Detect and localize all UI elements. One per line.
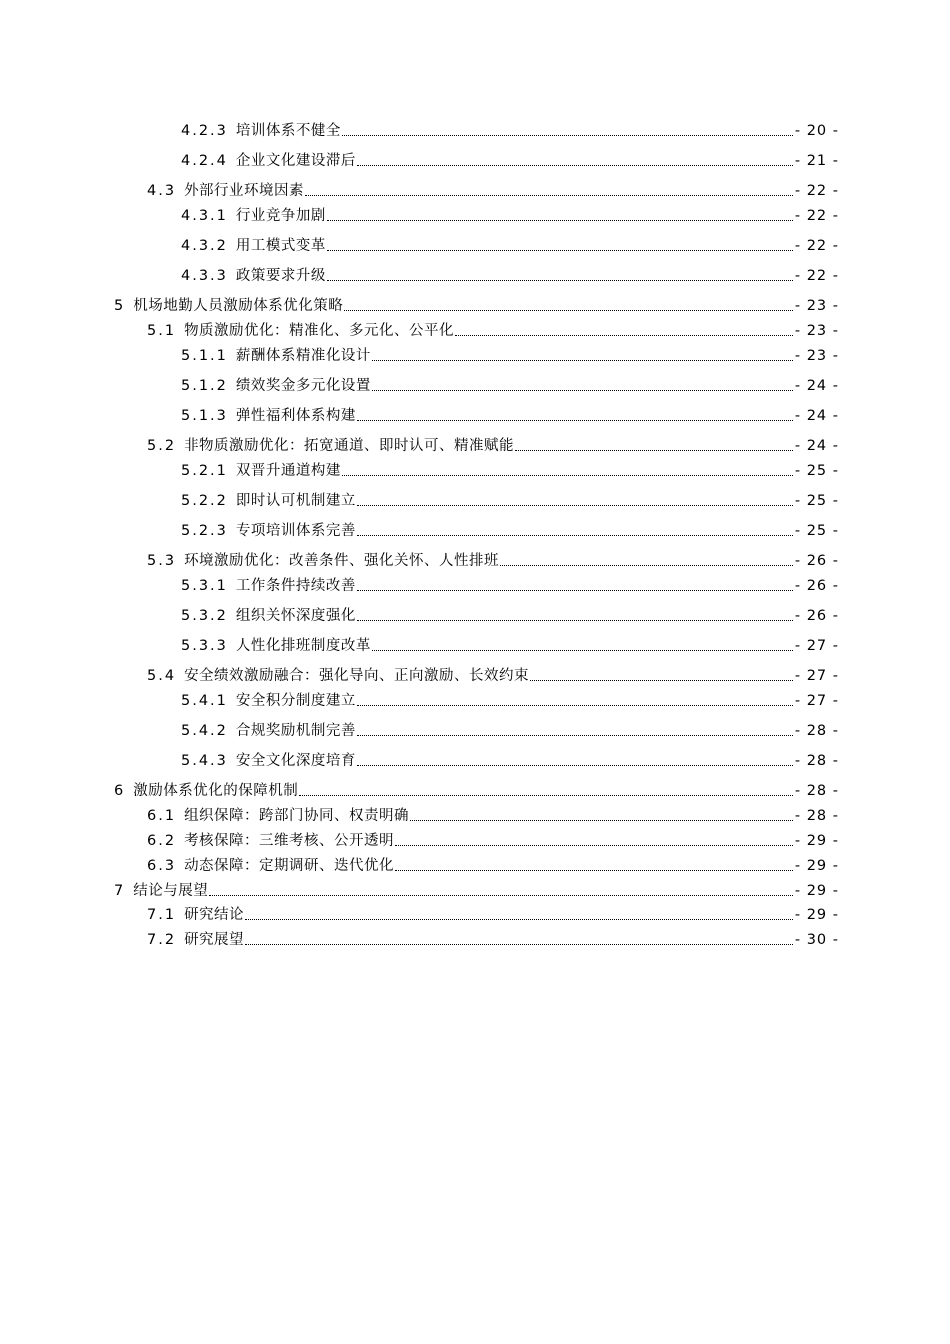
- toc-entry-number: 5.2.1: [181, 463, 228, 479]
- dot-leader: [327, 235, 793, 251]
- toc-entry[interactable]: [181, 265, 839, 287]
- toc-entry-number: 5.4.2: [181, 723, 228, 739]
- toc-entry[interactable]: [147, 904, 839, 926]
- toc-entry-page: - 27 -: [794, 638, 839, 654]
- toc-entry-title: 组织关怀深度强化: [235, 608, 356, 624]
- dot-leader: [357, 720, 793, 736]
- toc-entry[interactable]: [181, 635, 839, 657]
- toc-entry-page: - 25 -: [794, 463, 839, 479]
- toc-entry-page: - 23 -: [794, 298, 839, 314]
- dot-leader: [395, 830, 793, 846]
- dot-leader: [245, 904, 793, 920]
- toc-entry[interactable]: [147, 665, 839, 687]
- toc-entry-page: - 29 -: [794, 858, 839, 874]
- toc-entry[interactable]: [147, 855, 839, 877]
- toc-entry-title: 非物质激励优化：拓宽通道、即时认可、精准赋能: [184, 438, 515, 454]
- toc-entry-title: 企业文化建设滞后: [235, 153, 356, 169]
- dot-leader: [327, 265, 793, 281]
- toc-entry-number: 6.2: [147, 833, 177, 849]
- toc-entry-title: 安全绩效激励融合：强化导向、正向激励、长效约束: [184, 668, 530, 684]
- toc-entry-title: 政策要求升级: [235, 268, 326, 284]
- dot-leader: [299, 780, 793, 796]
- dot-leader: [357, 605, 793, 621]
- toc-entry-title: 用工模式变革: [235, 238, 326, 254]
- dot-leader: [455, 320, 793, 336]
- toc-entry-number: 5.2.2: [181, 493, 228, 509]
- toc-entry-title: 工作条件持续改善: [235, 578, 356, 594]
- toc-entry-title: 机场地勤人员激励体系优化策略: [133, 298, 344, 314]
- toc-entry[interactable]: [181, 460, 839, 482]
- toc-entry-page: - 20 -: [794, 123, 839, 139]
- toc-entry-title: 物质激励优化：精准化、多元化、公平化: [184, 323, 455, 339]
- toc-entry-number: 5: [114, 298, 126, 314]
- toc-entry-number: 4.3.3: [181, 268, 228, 284]
- dot-leader: [357, 575, 793, 591]
- toc-entry-page: - 30 -: [794, 932, 839, 948]
- toc-entry-page: - 29 -: [794, 883, 839, 899]
- toc-entry[interactable]: [181, 120, 839, 142]
- toc-entry[interactable]: [181, 750, 839, 772]
- toc-entry-title: 考核保障：三维考核、公开透明: [184, 833, 395, 849]
- toc-entry-title: 激励体系优化的保障机制: [133, 783, 299, 799]
- toc-entry-number: 5.1.1: [181, 348, 228, 364]
- toc-entry-number: 5.1.2: [181, 378, 228, 394]
- toc-entry[interactable]: [181, 520, 839, 542]
- toc-entry-page: - 28 -: [794, 808, 839, 824]
- toc-entry-number: 5.1: [147, 323, 177, 339]
- toc-entry[interactable]: [181, 720, 839, 742]
- toc-entry-number: 5.2: [147, 438, 177, 454]
- toc-entry-page: - 23 -: [794, 348, 839, 364]
- dot-leader: [357, 490, 793, 506]
- toc-entry-title: 行业竞争加剧: [235, 208, 326, 224]
- toc-entry[interactable]: [147, 435, 839, 457]
- toc-entry-title: 外部行业环境因素: [184, 183, 305, 199]
- toc-entry-number: 7.2: [147, 932, 177, 948]
- toc-entry-page: - 25 -: [794, 523, 839, 539]
- toc-entry-title: 合规奖励机制完善: [235, 723, 356, 739]
- toc-entry-number: 4.3.1: [181, 208, 228, 224]
- dot-leader: [357, 150, 793, 166]
- toc-entry[interactable]: [147, 320, 839, 342]
- toc-entry-title: 双晋升通道构建: [235, 463, 341, 479]
- toc-entry[interactable]: [181, 235, 839, 257]
- toc-entry[interactable]: [181, 375, 839, 397]
- dot-leader: [209, 880, 793, 896]
- toc-entry-number: 5.2.3: [181, 523, 228, 539]
- dot-leader: [305, 180, 793, 196]
- toc-entry-title: 研究结论: [184, 907, 245, 923]
- toc-entry-page: - 26 -: [794, 608, 839, 624]
- toc-entry-number: 5.4: [147, 668, 177, 684]
- toc-entry-page: - 24 -: [794, 408, 839, 424]
- toc-entry-page: - 28 -: [794, 723, 839, 739]
- dot-leader: [372, 375, 793, 391]
- toc-entry-page: - 27 -: [794, 693, 839, 709]
- toc-entry-number: 4.2.3: [181, 123, 228, 139]
- toc-entry[interactable]: [181, 205, 839, 227]
- toc-entry-page: - 29 -: [794, 833, 839, 849]
- toc-entry[interactable]: [114, 880, 839, 902]
- toc-entry-number: 5.3.2: [181, 608, 228, 624]
- toc-entry-title: 环境激励优化：改善条件、强化关怀、人性排班: [184, 553, 500, 569]
- toc-entry[interactable]: [181, 605, 839, 627]
- dot-leader: [342, 120, 793, 136]
- toc-entry-number: 5.1.3: [181, 408, 228, 424]
- toc-entry-number: 6.1: [147, 808, 177, 824]
- dot-leader: [500, 550, 793, 566]
- dot-leader: [357, 750, 793, 766]
- toc-entry-number: 5.3: [147, 553, 177, 569]
- toc-entry-title: 安全文化深度培育: [235, 753, 356, 769]
- dot-leader: [357, 690, 793, 706]
- toc-entry-title: 薪酬体系精准化设计: [235, 348, 371, 364]
- toc-entry[interactable]: [147, 830, 839, 852]
- toc-entry-title: 结论与展望: [133, 883, 209, 899]
- toc-entry-page: - 24 -: [794, 378, 839, 394]
- toc-entry-number: 4.2.4: [181, 153, 228, 169]
- dot-leader: [342, 460, 793, 476]
- toc-entry-page: - 26 -: [794, 553, 839, 569]
- toc-entry-page: - 24 -: [794, 438, 839, 454]
- toc-entry-number: 5.3.3: [181, 638, 228, 654]
- toc-entry-number: 5.3.1: [181, 578, 228, 594]
- dot-leader: [395, 855, 793, 871]
- dot-leader: [357, 520, 793, 536]
- toc-entry-page: - 29 -: [794, 907, 839, 923]
- toc-entry-title: 即时认可机制建立: [235, 493, 356, 509]
- toc-entry-number: 5.4.1: [181, 693, 228, 709]
- dot-leader: [372, 635, 793, 651]
- toc-entry-number: 6.3: [147, 858, 177, 874]
- toc-entry-title: 动态保障：定期调研、迭代优化: [184, 858, 395, 874]
- dot-leader: [515, 435, 793, 451]
- toc-entry[interactable]: [147, 929, 839, 951]
- toc-entry-number: 6: [114, 783, 126, 799]
- dot-leader: [372, 345, 793, 361]
- toc-entry-page: - 22 -: [794, 183, 839, 199]
- dot-leader: [530, 665, 793, 681]
- toc-entry[interactable]: [181, 575, 839, 597]
- dot-leader: [344, 295, 793, 311]
- toc-entry-title: 组织保障：跨部门协同、权责明确: [184, 808, 410, 824]
- toc-entry-number: 7.1: [147, 907, 177, 923]
- toc-entry[interactable]: [147, 805, 839, 827]
- toc-entry-title: 研究展望: [184, 932, 245, 948]
- toc-entry-page: - 22 -: [794, 238, 839, 254]
- toc-entry-title: 专项培训体系完善: [235, 523, 356, 539]
- dot-leader: [410, 805, 793, 821]
- toc-entry[interactable]: [114, 295, 839, 317]
- toc-entry-page: - 28 -: [794, 753, 839, 769]
- toc-entry-title: 安全积分制度建立: [235, 693, 356, 709]
- toc-entry-number: 4.3.2: [181, 238, 228, 254]
- toc-entry-page: - 22 -: [794, 208, 839, 224]
- toc-entry-page: - 28 -: [794, 783, 839, 799]
- toc-entry-number: 4.3: [147, 183, 177, 199]
- dot-leader: [357, 405, 793, 421]
- toc-entry[interactable]: [114, 780, 839, 802]
- toc-entry-page: - 21 -: [794, 153, 839, 169]
- toc-entry[interactable]: [181, 690, 839, 712]
- dot-leader: [327, 205, 793, 221]
- toc-entry-title: 培训体系不健全: [235, 123, 341, 139]
- toc-entry-number: 7: [114, 883, 126, 899]
- toc-entry-number: 5.4.3: [181, 753, 228, 769]
- toc-entry-page: - 22 -: [794, 268, 839, 284]
- dot-leader: [245, 929, 793, 945]
- toc-entry-title: 绩效奖金多元化设置: [235, 378, 371, 394]
- toc-entry-page: - 23 -: [794, 323, 839, 339]
- toc-entry[interactable]: [181, 345, 839, 367]
- toc-entry[interactable]: [181, 405, 839, 427]
- toc-entry[interactable]: [147, 550, 839, 572]
- toc-entry-page: - 25 -: [794, 493, 839, 509]
- toc-entry-title: 弹性福利体系构建: [235, 408, 356, 424]
- toc-entry-page: - 26 -: [794, 578, 839, 594]
- toc-entry-title: 人性化排班制度改革: [235, 638, 371, 654]
- toc-entry[interactable]: [181, 150, 839, 172]
- toc-entry[interactable]: [147, 180, 839, 202]
- toc-entry-page: - 27 -: [794, 668, 839, 684]
- toc-entry[interactable]: [181, 490, 839, 512]
